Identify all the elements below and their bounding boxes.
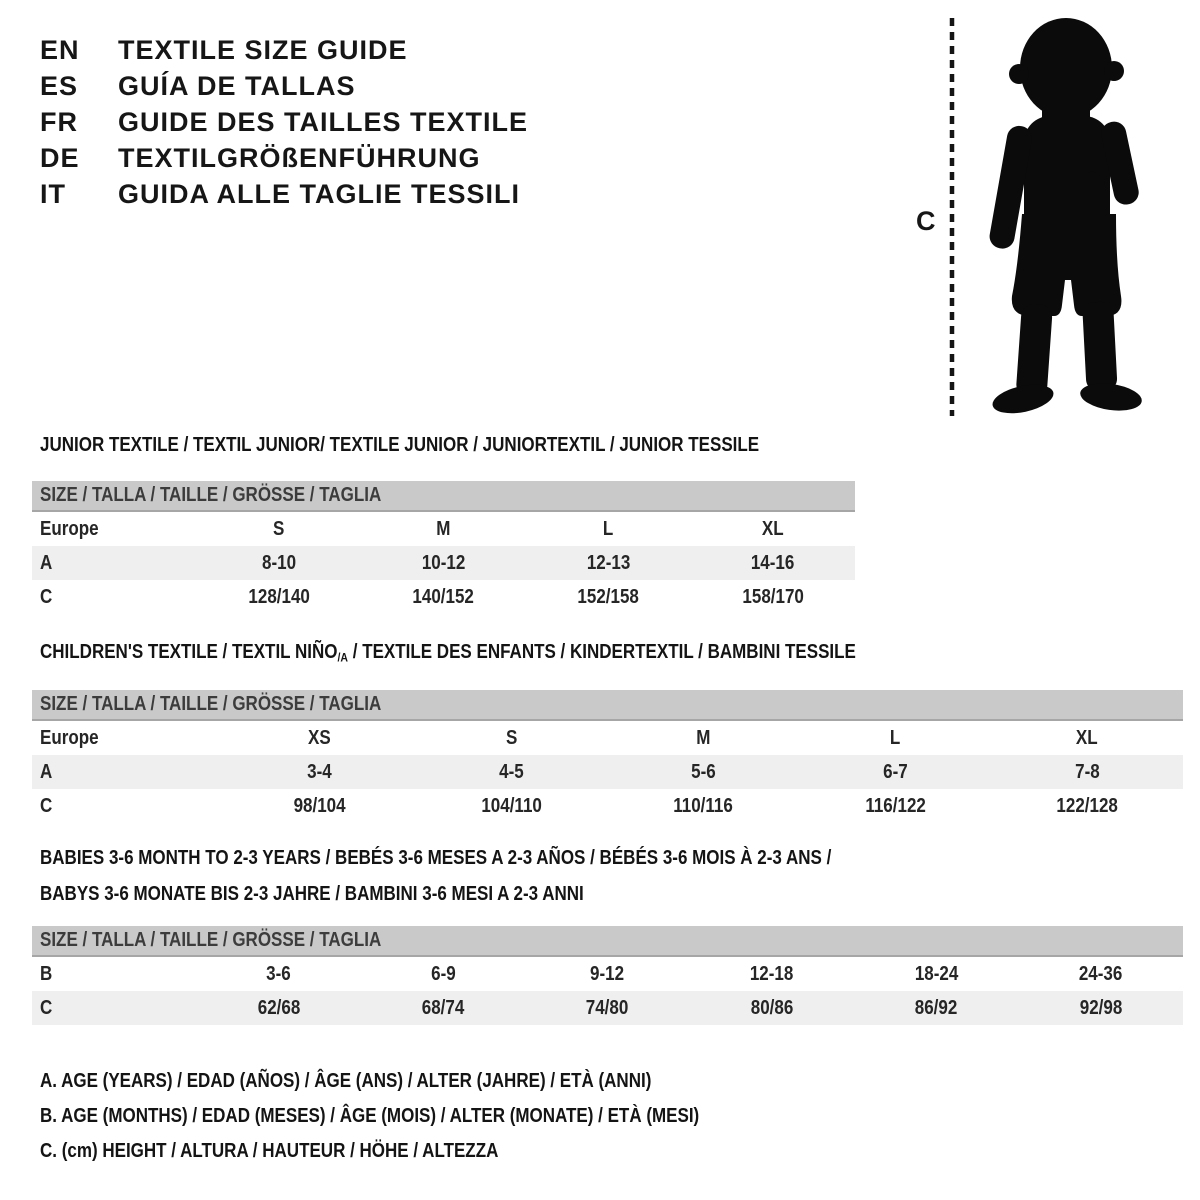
language-label: TEXTILE SIZE GUIDE bbox=[118, 34, 408, 65]
table-row bbox=[32, 546, 855, 580]
size-cell: 80/86 bbox=[690, 991, 854, 1025]
size-cell: M bbox=[696, 726, 711, 749]
language-code: DE bbox=[40, 142, 80, 173]
size-cell: 68/74 bbox=[361, 991, 525, 1025]
row-label-cell: C bbox=[40, 585, 53, 608]
size-cell: 140/152 bbox=[412, 585, 475, 608]
size-cell: 116/122 bbox=[864, 794, 926, 817]
size-cell: 4-5 bbox=[416, 755, 608, 789]
size-cell: 12-13 bbox=[526, 546, 691, 580]
size-cell: 128/140 bbox=[248, 585, 310, 608]
section-babies-heading-line2: BABYS 3-6 MONATE BIS 2-3 JAHRE / BAMBINI 3-6 MESI A 2-3 ANNI bbox=[40, 882, 584, 905]
children-size-table bbox=[32, 690, 1183, 823]
row-label-cell: A bbox=[32, 755, 224, 789]
size-cell: XL bbox=[761, 517, 784, 540]
table-row bbox=[32, 991, 1183, 1025]
section-junior-heading: JUNIOR TEXTILE / TEXTIL JUNIOR/ TEXTILE JUNIOR / JUNIORTEXTIL / JUNIOR TESSILE bbox=[40, 433, 760, 456]
size-header-bar: SIZE / TALLA / TAILLE / GRÖSSE / TAGLIA bbox=[32, 926, 1183, 957]
size-cell: 14-16 bbox=[690, 546, 855, 580]
language-row bbox=[40, 176, 528, 212]
size-cell: 3-6 bbox=[266, 962, 291, 985]
size-cell: 24-36 bbox=[1079, 962, 1123, 985]
size-cell: 3-4 bbox=[224, 755, 416, 789]
size-cell: S bbox=[273, 517, 285, 540]
language-row bbox=[40, 104, 528, 140]
baby-silhouette-icon bbox=[940, 12, 1152, 422]
row-label-cell: C bbox=[40, 794, 53, 817]
size-cell: L bbox=[602, 517, 614, 540]
table-row bbox=[32, 721, 1183, 755]
size-cell: 92/98 bbox=[1019, 991, 1183, 1025]
section-babies-heading-line1: BABIES 3-6 MONTH TO 2-3 YEARS / BEBÉS 3-6 MESES A 2-3 AÑOS / BÉBÉS 3-6 MOIS À 2-3 ANS / bbox=[40, 846, 832, 869]
language-row bbox=[40, 32, 528, 68]
size-cell: 98/104 bbox=[293, 794, 346, 817]
nino-a-subscript: /A bbox=[337, 650, 349, 665]
babies-size-table bbox=[32, 926, 1183, 1025]
table-row bbox=[32, 580, 855, 614]
language-row bbox=[40, 140, 528, 176]
languages-list bbox=[40, 32, 528, 212]
language-label: GUÍA DE TALLAS bbox=[118, 70, 356, 101]
language-code: ES bbox=[40, 70, 79, 101]
size-cell: 5-6 bbox=[607, 755, 799, 789]
language-label: GUIDE DES TAILLES TEXTILE bbox=[118, 106, 529, 137]
row-label-cell: Europe bbox=[40, 517, 99, 540]
language-label: TEXTILGRÖßENFÜHRUNG bbox=[118, 142, 481, 173]
size-cell: 74/80 bbox=[525, 991, 689, 1025]
size-cell: 158/170 bbox=[741, 585, 804, 608]
table-row bbox=[32, 957, 1183, 991]
size-cell: L bbox=[890, 726, 901, 749]
size-cell: 8-10 bbox=[197, 546, 362, 580]
size-cell: 110/116 bbox=[673, 794, 734, 817]
language-code: EN bbox=[40, 34, 80, 65]
legend-line-c: C. (cm) HEIGHT / ALTURA / HAUTEUR / HÖHE / ALTEZZA bbox=[40, 1140, 499, 1162]
size-cell: 152/158 bbox=[577, 585, 639, 608]
size-cell: 18-24 bbox=[914, 962, 959, 985]
size-cell: M bbox=[436, 517, 451, 540]
section-children-heading: CHILDREN'S TEXTILE / TEXTIL $NIÑO_{/A}$ / TEXTILE DES ENFANTS / KINDERTEXTIL / BAMBINI TESSILE bbox=[40, 641, 856, 665]
language-code: FR bbox=[40, 106, 78, 137]
row-label-cell: Europe bbox=[40, 726, 99, 749]
language-label: GUIDA ALLE TAGLIE TESSILI bbox=[118, 178, 520, 209]
size-cell: 7-8 bbox=[991, 755, 1183, 789]
row-label-cell: B bbox=[40, 962, 53, 985]
size-cell: 104/110 bbox=[481, 794, 542, 817]
height-measure-figure bbox=[900, 0, 1180, 430]
size-cell: 122/128 bbox=[1056, 794, 1118, 817]
language-code: IT bbox=[40, 178, 66, 209]
row-label-cell: A bbox=[32, 546, 197, 580]
legend bbox=[40, 1064, 816, 1169]
table-row bbox=[32, 789, 1183, 823]
size-cell: XS bbox=[308, 726, 332, 749]
size-cell: 12-18 bbox=[750, 962, 794, 985]
language-row bbox=[40, 68, 528, 104]
table-row bbox=[32, 512, 855, 546]
size-cell: 9-12 bbox=[590, 962, 625, 985]
row-label-cell: C bbox=[32, 991, 196, 1025]
size-cell: S bbox=[505, 726, 518, 749]
size-cell: 62/68 bbox=[196, 991, 360, 1025]
size-cell: 6-9 bbox=[430, 962, 456, 985]
height-label-c: C bbox=[916, 206, 936, 236]
size-cell: 86/92 bbox=[854, 991, 1018, 1025]
size-cell: 10-12 bbox=[361, 546, 526, 580]
size-header-bar: SIZE / TALLA / TAILLE / GRÖSSE / TAGLIA bbox=[32, 690, 1183, 721]
size-cell: 6-7 bbox=[799, 755, 991, 789]
size-cell: XL bbox=[1076, 726, 1098, 749]
size-header-bar: SIZE / TALLA / TAILLE / GRÖSSE / TAGLIA bbox=[32, 481, 855, 512]
junior-size-table bbox=[32, 481, 855, 614]
legend-line-b: B. AGE (MONTHS) / EDAD (MESES) / ÂGE (MOIS) / ALTER (MONATE) / ETÀ (MESI) bbox=[40, 1105, 700, 1127]
table-row bbox=[32, 755, 1183, 789]
legend-line-a: A. AGE (YEARS) / EDAD (AÑOS) / ÂGE (ANS) / ALTER (JAHRE) / ETÀ (ANNI) bbox=[40, 1070, 652, 1092]
